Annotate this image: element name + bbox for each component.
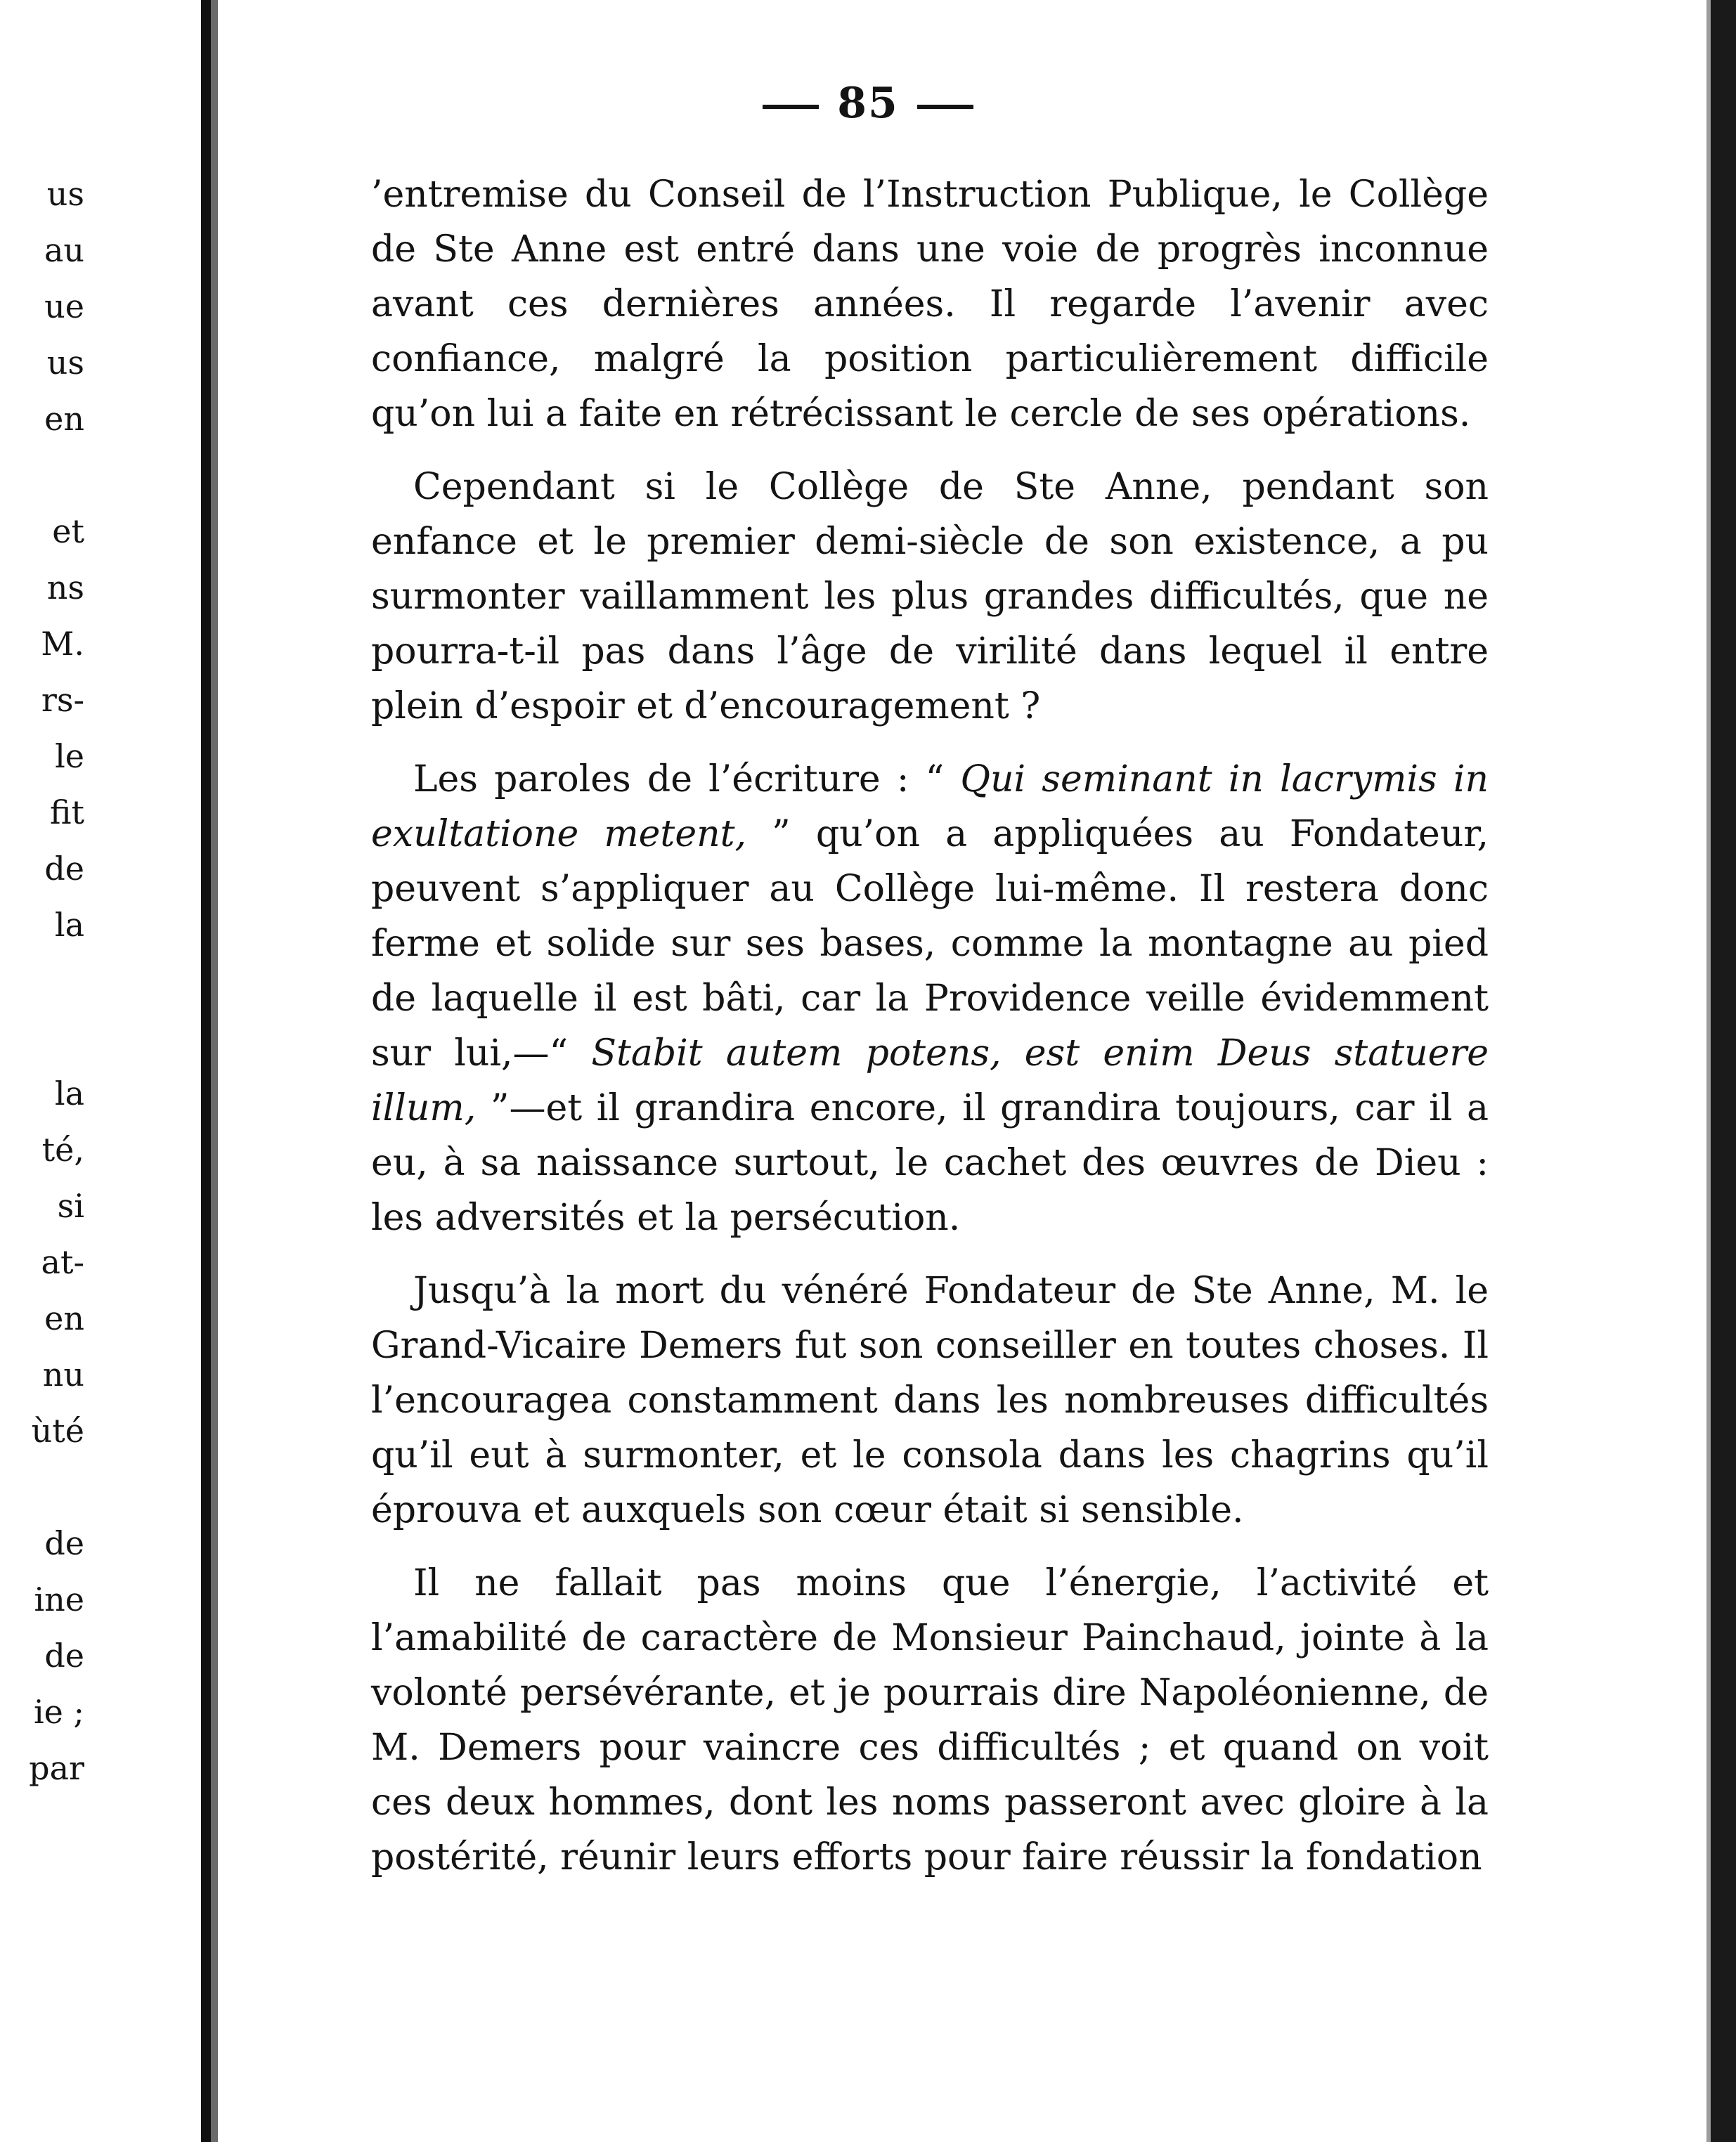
paragraph-1: ’entremise du Conseil de l’Instruction Publique, le Collège de Ste Anne est entré dans une voie de progrès inconnue avant ces dernières années. Il regarde l’avenir avec confiance, malgré la position particulièrement difficile qu’on lui a faite en rétrécissant le cercle de ses opérations. (371, 174, 1489, 435)
previous-page-fragments (0, 166, 84, 1796)
dash-left (763, 105, 819, 109)
paragraph-2: Cependant si le Collège de Ste Anne, pendant son enfance et le premier demi-siècle de son existence, a pu surmonter vaillamment les plus grandes difficultés, que ne pourra-t-il pas dans l’âge de virilité dans lequel il entre plein d’espoir et d’encouragement ? (371, 466, 1489, 727)
fragment-line: en (44, 400, 84, 438)
fragment-line: té, (41, 1131, 84, 1169)
fragment-line: ùté (31, 1412, 84, 1450)
fragment-line: au (44, 231, 84, 269)
fragment-gap (0, 1009, 84, 1065)
fragment-line: fit (49, 793, 84, 831)
page-number-value: 85 (837, 79, 899, 128)
fragment-line: us (46, 344, 84, 382)
fragment-gap (0, 1459, 84, 1515)
paragraph-4: Jusqu’à la mort du vénéré Fondateur de Ste Anne, M. le Grand-Vicaire Demers fut son conseiller en toutes choses. Il l’encouragea constamment dans les nombreuses difficultés qu’il eut à surmonter, et le consola dans les chagrins qu’il éprouva et auxquels son cœur était si sensible. (371, 1270, 1489, 1531)
fragment-line: de (44, 1524, 84, 1562)
fragment-line: la (54, 906, 84, 944)
fragment-line: M. (41, 625, 84, 663)
latin-quote-2: Stabit autem potens, est enim Deus statuere illum, (371, 1032, 1489, 1129)
fragment-gap (0, 953, 84, 1009)
fragment-line: at- (41, 1243, 84, 1281)
binding-shadow (211, 0, 218, 2142)
dash-right (917, 105, 973, 109)
fragment-line: le (55, 737, 84, 775)
fragment-line: et (52, 512, 84, 550)
fragment-line: ie ; (33, 1693, 84, 1731)
paragraph-3 (371, 752, 1489, 1245)
fragment-line: rs- (41, 681, 84, 719)
paragraph-3-part-1: Les paroles de l’écriture : “ (413, 758, 961, 800)
fragment-line: de (44, 1637, 84, 1675)
fragment-line: si (57, 1187, 84, 1225)
fragment-gap (0, 447, 84, 503)
fragment-line: us (46, 175, 84, 213)
latin-quote-1: Qui seminant in lacrymis in exultatione metent, (371, 758, 1489, 855)
fragment-line: ine (34, 1580, 84, 1618)
paragraph-3-part-2: ” qu’on a appliquées au Fondateur, peuvent s’appliquer au Collège lui-même. Il restera donc ferme et solide sur ses bases, comme la montagne au pied de laquelle il est bâti, car la Providence veille évidemment sur lui,—“ (371, 813, 1489, 1075)
fragment-line: en (44, 1299, 84, 1337)
fragment-line: ue (44, 287, 84, 325)
binding-gutter (201, 0, 211, 2142)
fragment-line: par (29, 1749, 84, 1787)
fragment-line: de (44, 850, 84, 888)
paragraph-3-part-3: ”—et il grandira encore, il grandira toujours, car il a eu, à sa naissance surtout, le cachet des œuvres de Dieu : les adversités et la persécution. (371, 1087, 1489, 1239)
paragraph-5: Il ne fallait pas moins que l’énergie, l’activité et l’amabilité de caractère de Monsieur Painchaud, jointe à la volonté persévérante, et je pourrais dire Napoléonienne, de M. Demers pour vaincre ces difficultés ; et quand on voit ces deux hommes, dont les noms passeront avec gloire à la postérité, réunir leurs efforts pour faire réussir la fondation (371, 1562, 1489, 1878)
fragment-line: la (54, 1075, 84, 1112)
fragment-line: ns (46, 569, 84, 606)
scan-edge (1711, 0, 1736, 2142)
fragment-line: nu (42, 1356, 84, 1394)
body-text (371, 167, 1489, 1903)
page-number (0, 79, 1736, 128)
